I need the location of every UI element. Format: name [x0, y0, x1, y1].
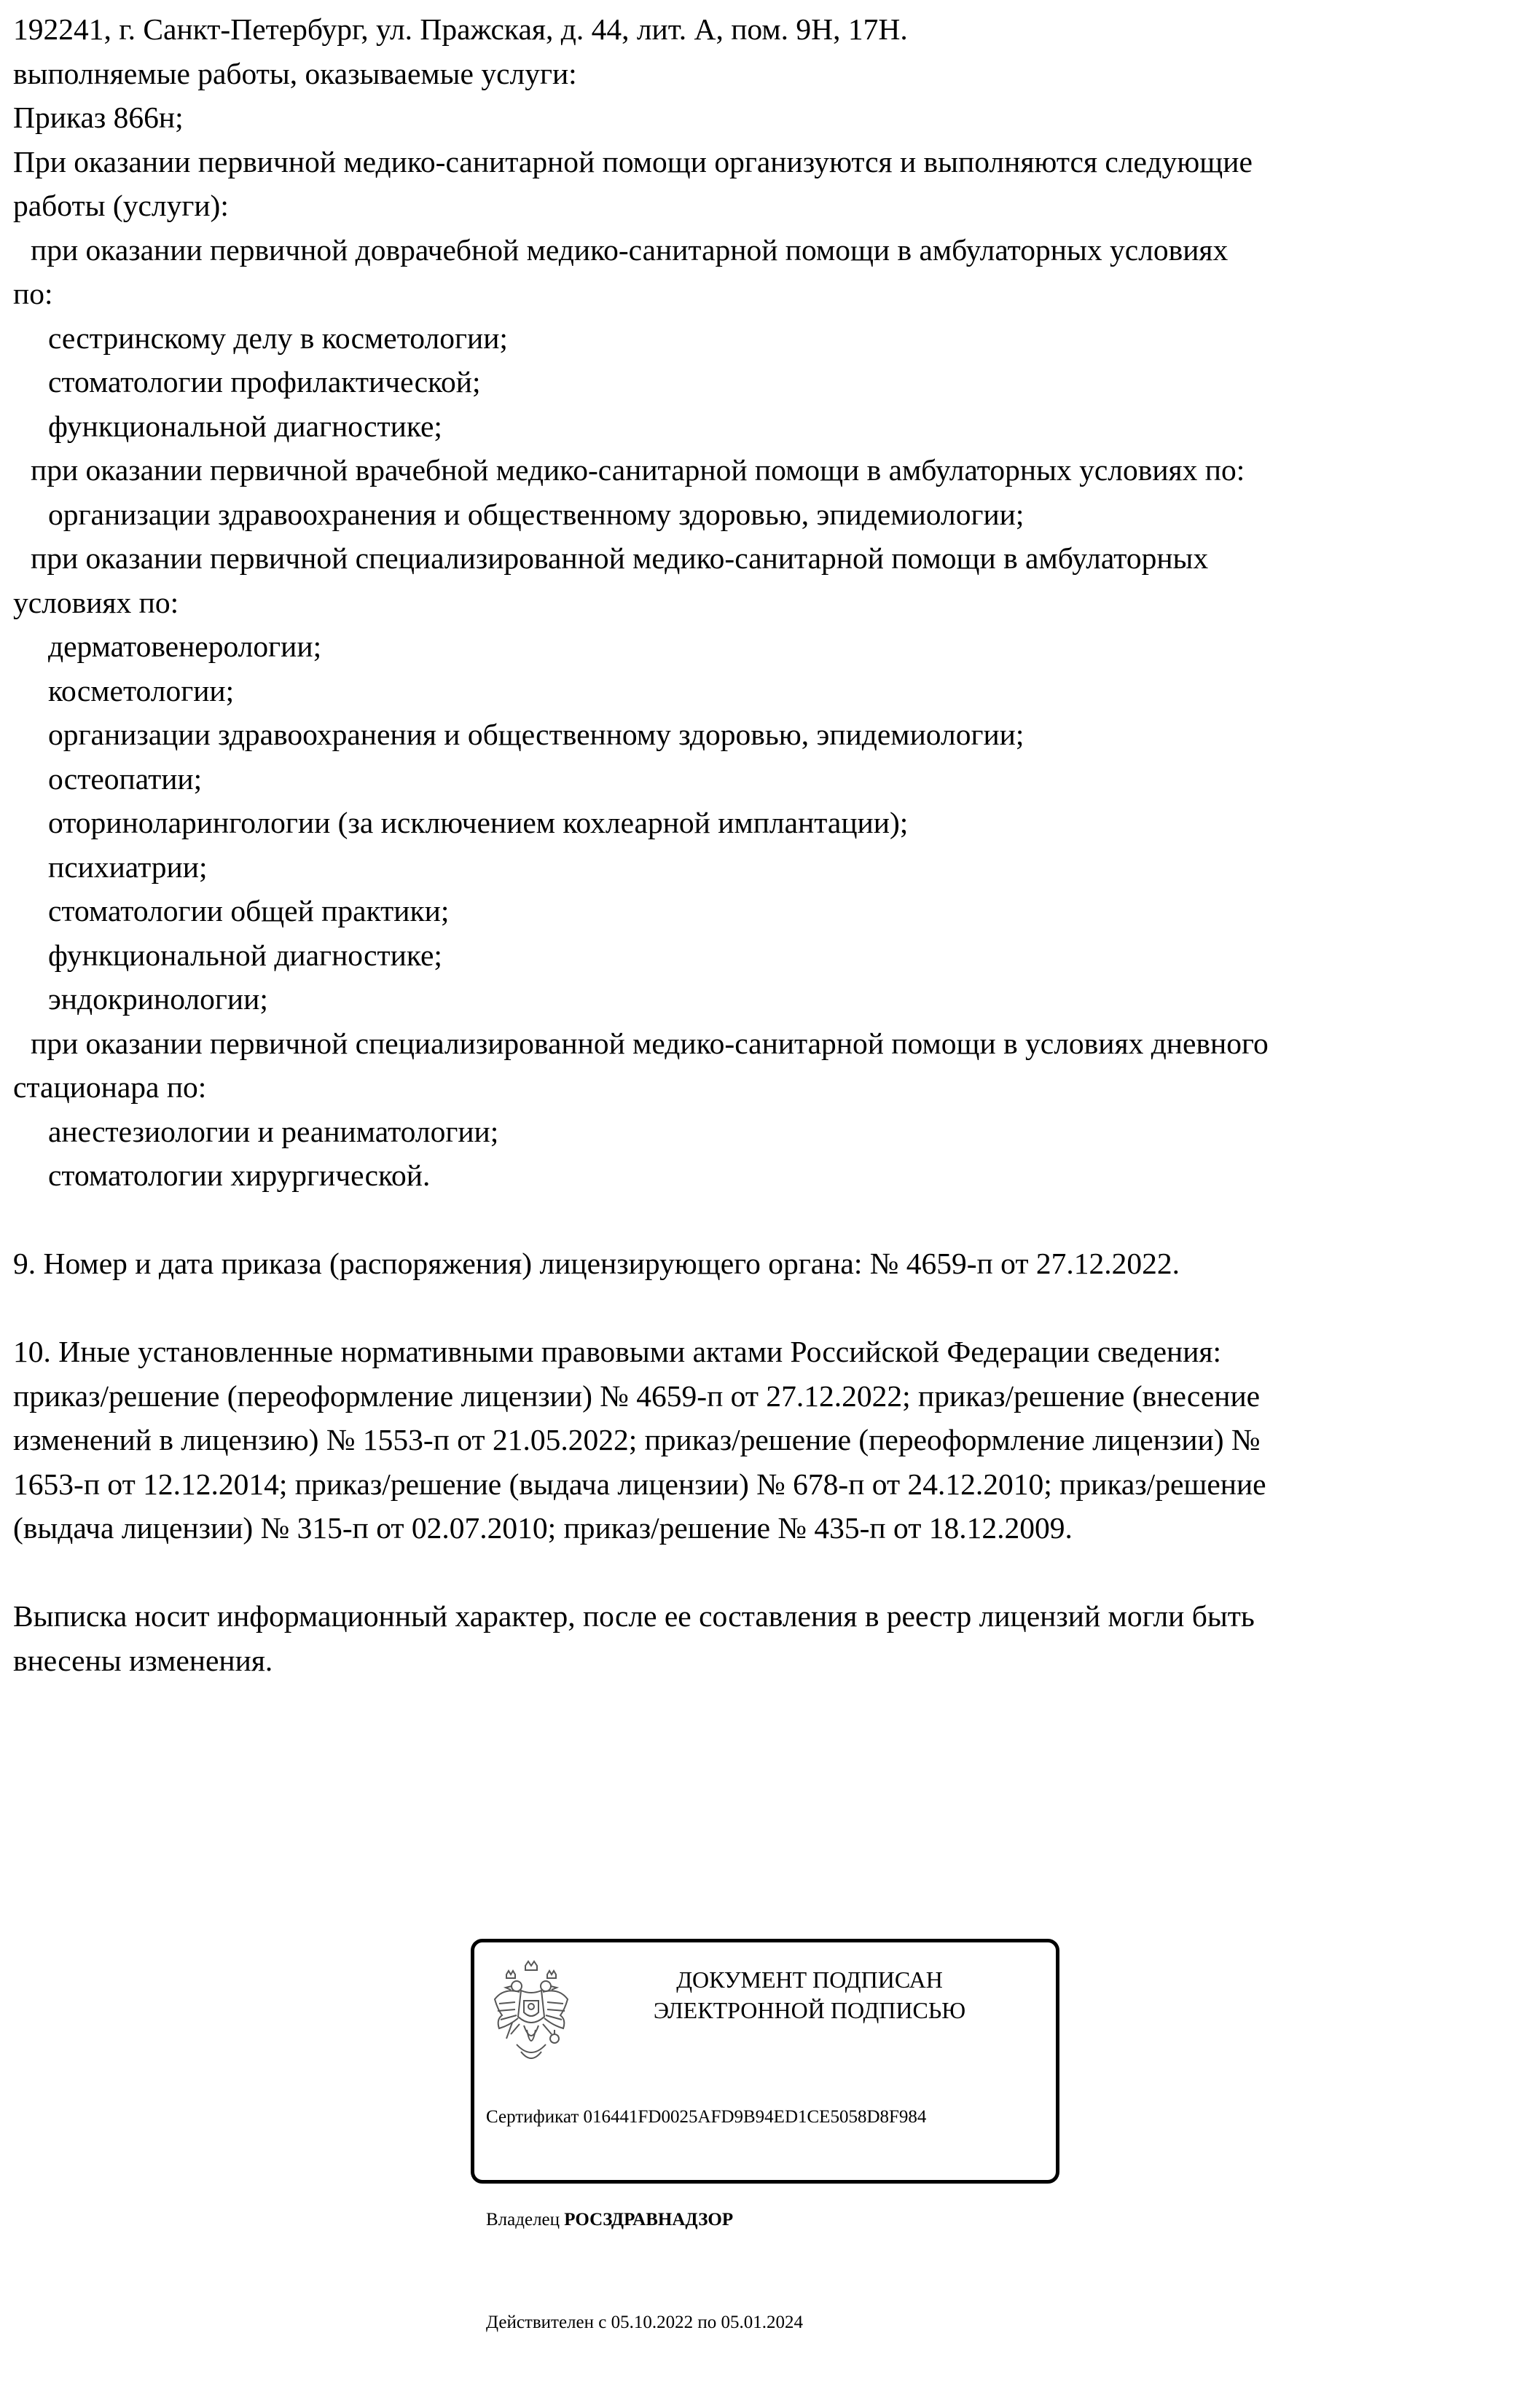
list-item: организации здравоохранения и общественному здоровью, эпидемиологии;: [48, 497, 1024, 531]
list-item: организации здравоохранения и общественному здоровью, эпидемиологии;: [48, 718, 1024, 751]
list-item: психиатрии;: [48, 850, 208, 884]
certificate-number: 016441FD0025AFD9B94ED1CE5058D8F984: [583, 2107, 927, 2127]
list-item: эндокринологии;: [48, 982, 268, 1016]
item-9-order-number: 9. Номер и дата приказа (распоряжения) лицензирующего органа: № 4659-п от 27.12.2022.: [13, 1247, 1180, 1280]
intro-line-1: При оказании первичной медико-санитарной помощи организуются и выполняются следующие: [13, 144, 1253, 179]
list-item: стоматологии профилактической;: [48, 365, 481, 399]
certificate-line: [486, 2100, 1054, 2134]
owner-label: Владелец: [486, 2210, 565, 2229]
signature-heading-line-2: ЭЛЕКТРОННОЙ ПОДПИСЬЮ: [653, 1997, 966, 2023]
section-1-title-2: по:: [13, 277, 53, 310]
section-4-title-2: стационара по:: [13, 1070, 207, 1104]
list-item: стоматологии общей практики;: [48, 894, 450, 927]
item-10-line: изменений в лицензию) № 1553-п от 21.05.2022; приказ/решение (переоформление лицензии) №: [13, 1423, 1261, 1456]
certificate-label: Сертификат: [486, 2107, 584, 2127]
item-10-line: 1653-п от 12.12.2014; приказ/решение (выдача лицензии) № 678-п от 24.12.2010; приказ/решение: [13, 1467, 1266, 1501]
list-item: функциональной диагностике;: [48, 938, 442, 972]
list-item: стоматологии хирургической.: [48, 1158, 431, 1192]
list-item: остеопатии;: [48, 761, 203, 796]
signature-heading: [606, 1964, 1014, 2025]
disclaimer-line: Выписка носит информационный характер, после ее составления в реестр лицензий могли быть: [13, 1599, 1255, 1633]
list-item: дерматовенерологии;: [48, 630, 322, 663]
section-3-title-1: при оказании первичной специализированной медико-санитарной помощи в амбулаторных: [31, 541, 1209, 575]
list-item: анестезиологии и реаниматологии;: [48, 1114, 499, 1148]
address-line: 192241, г. Санкт-Петербург, ул. Пражская, д. 44, лит. А, пом. 9Н, 17Н.: [13, 12, 908, 46]
section-4-title-1: при оказании первичной специализированной медико-санитарной помощи в условиях дневного: [31, 1026, 1269, 1060]
signature-heading-line-1: ДОКУМЕНТ ПОДПИСАН: [676, 1966, 943, 1993]
section-2-title: при оказании первичной врачебной медико-санитарной помощи в амбулаторных условиях по:: [31, 453, 1245, 487]
owner-line: [486, 2203, 1054, 2237]
paragraph-gap: [13, 1198, 1525, 1242]
paragraph-gap: [13, 1550, 1525, 1595]
signature-details: [486, 2031, 1054, 2408]
list-item: функциональной диагностике;: [48, 409, 442, 443]
list-item: оториноларингологии (за исключением кохлеарной имплантации);: [48, 806, 909, 839]
validity-line: Действителен с 05.10.2022 по 05.01.2024: [486, 2313, 803, 2332]
item-10-line: 10. Иные установленные нормативными правовыми актами Российской Федерации сведения:: [13, 1335, 1222, 1368]
works-label: выполняемые работы, оказываемые услуги:: [13, 56, 577, 90]
list-item: сестринскому делу в косметологии;: [48, 321, 508, 355]
section-3-title-2: условиях по:: [13, 585, 179, 619]
item-10-line: приказ/решение (переоформление лицензии) № 4659-п от 27.12.2022; приказ/решение (внесение: [13, 1378, 1261, 1413]
disclaimer-line: внесены изменения.: [13, 1643, 273, 1677]
intro-line-2: работы (услуги):: [13, 189, 229, 222]
document-body: [13, 7, 1525, 1682]
list-item: косметологии;: [48, 673, 235, 707]
section-1-title-1: при оказании первичной доврачебной медико-санитарной помощи в амбулаторных условиях: [31, 232, 1229, 267]
electronic-signature-stamp: [471, 1939, 1059, 2332]
item-10-line: (выдача лицензии) № 315-п от 02.07.2010; приказ/решение № 435-п от 18.12.2009.: [13, 1511, 1073, 1545]
owner-name: РОСЗДРАВНАДЗОР: [564, 2210, 734, 2229]
order-line: Приказ 866н;: [13, 101, 184, 134]
paragraph-gap: [13, 1286, 1525, 1330]
